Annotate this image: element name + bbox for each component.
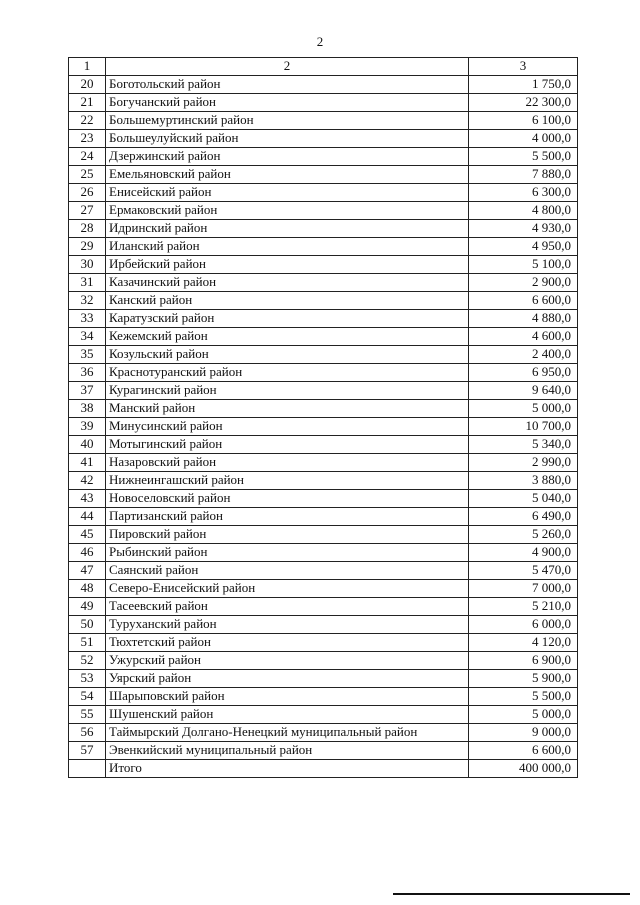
row-number: 29 — [69, 238, 106, 256]
row-amount: 4 950,0 — [469, 238, 578, 256]
row-district-name: Нижнеингашский район — [106, 472, 469, 490]
row-district-name: Мотыгинский район — [106, 436, 469, 454]
row-number: 24 — [69, 148, 106, 166]
table-row — [69, 616, 578, 634]
table-row — [69, 382, 578, 400]
table-row — [69, 508, 578, 526]
row-amount: 5 210,0 — [469, 598, 578, 616]
row-district-name: Канский район — [106, 292, 469, 310]
table-row — [69, 490, 578, 508]
row-amount: 10 700,0 — [469, 418, 578, 436]
row-number: 46 — [69, 544, 106, 562]
row-number: 48 — [69, 580, 106, 598]
row-amount: 3 880,0 — [469, 472, 578, 490]
table-row — [69, 418, 578, 436]
row-number: 39 — [69, 418, 106, 436]
table-row — [69, 328, 578, 346]
row-amount: 5 470,0 — [469, 562, 578, 580]
row-number: 21 — [69, 94, 106, 112]
table-row — [69, 670, 578, 688]
row-amount: 6 490,0 — [469, 508, 578, 526]
row-district-name: Минусинский район — [106, 418, 469, 436]
row-district-name: Ермаковский район — [106, 202, 469, 220]
row-amount: 5 040,0 — [469, 490, 578, 508]
row-number: 44 — [69, 508, 106, 526]
row-district-name: Новоселовский район — [106, 490, 469, 508]
row-district-name: Шушенский район — [106, 706, 469, 724]
header-col-2: 2 — [106, 58, 469, 76]
table-row — [69, 472, 578, 490]
row-amount: 5 340,0 — [469, 436, 578, 454]
row-district-name: Итого — [106, 760, 469, 778]
row-district-name: Богучанский район — [106, 94, 469, 112]
row-number: 57 — [69, 742, 106, 760]
table-row — [69, 130, 578, 148]
header-col-3: 3 — [469, 58, 578, 76]
row-amount: 6 600,0 — [469, 742, 578, 760]
table-row — [69, 202, 578, 220]
row-district-name: Емельяновский район — [106, 166, 469, 184]
table-row — [69, 544, 578, 562]
table-row — [69, 526, 578, 544]
row-amount: 5 000,0 — [469, 706, 578, 724]
row-amount: 5 000,0 — [469, 400, 578, 418]
row-district-name: Партизанский район — [106, 508, 469, 526]
row-district-name: Пировский район — [106, 526, 469, 544]
row-number: 22 — [69, 112, 106, 130]
row-amount: 6 100,0 — [469, 112, 578, 130]
row-number: 49 — [69, 598, 106, 616]
row-district-name: Идринский район — [106, 220, 469, 238]
table-row — [69, 706, 578, 724]
row-district-name: Енисейский район — [106, 184, 469, 202]
row-district-name: Большеулуйский район — [106, 130, 469, 148]
row-district-name: Боготольский район — [106, 76, 469, 94]
row-number: 42 — [69, 472, 106, 490]
row-district-name: Ирбейский район — [106, 256, 469, 274]
row-district-name: Уярский район — [106, 670, 469, 688]
table-row — [69, 724, 578, 742]
row-amount: 6 300,0 — [469, 184, 578, 202]
row-number: 32 — [69, 292, 106, 310]
row-district-name: Туруханский район — [106, 616, 469, 634]
row-number: 45 — [69, 526, 106, 544]
row-district-name: Дзержинский район — [106, 148, 469, 166]
table-total-row — [69, 760, 578, 778]
row-district-name: Ужурский район — [106, 652, 469, 670]
footer-rule — [393, 893, 630, 895]
table-row — [69, 274, 578, 292]
row-amount: 4 880,0 — [469, 310, 578, 328]
row-amount: 4 000,0 — [469, 130, 578, 148]
row-amount: 4 800,0 — [469, 202, 578, 220]
row-amount: 2 400,0 — [469, 346, 578, 364]
row-amount: 6 000,0 — [469, 616, 578, 634]
row-district-name: Назаровский район — [106, 454, 469, 472]
row-number: 25 — [69, 166, 106, 184]
row-district-name: Манский район — [106, 400, 469, 418]
row-district-name: Козульский район — [106, 346, 469, 364]
row-number: 55 — [69, 706, 106, 724]
row-number: 20 — [69, 76, 106, 94]
row-district-name: Большемуртинский район — [106, 112, 469, 130]
row-amount: 4 900,0 — [469, 544, 578, 562]
row-district-name: Иланский район — [106, 238, 469, 256]
row-district-name: Кежемский район — [106, 328, 469, 346]
table-row — [69, 292, 578, 310]
row-amount: 2 990,0 — [469, 454, 578, 472]
row-amount: 9 640,0 — [469, 382, 578, 400]
row-amount: 4 120,0 — [469, 634, 578, 652]
row-number: 53 — [69, 670, 106, 688]
table-row — [69, 346, 578, 364]
row-number: 54 — [69, 688, 106, 706]
table-row — [69, 76, 578, 94]
row-number: 36 — [69, 364, 106, 382]
table-row — [69, 238, 578, 256]
row-amount: 7 000,0 — [469, 580, 578, 598]
table-row — [69, 580, 578, 598]
row-amount: 7 880,0 — [469, 166, 578, 184]
row-number: 37 — [69, 382, 106, 400]
row-district-name: Каратузский район — [106, 310, 469, 328]
header-col-1: 1 — [69, 58, 106, 76]
table-row — [69, 112, 578, 130]
row-amount: 4 600,0 — [469, 328, 578, 346]
row-number — [69, 760, 106, 778]
row-amount: 22 300,0 — [469, 94, 578, 112]
row-amount: 5 260,0 — [469, 526, 578, 544]
row-amount: 6 900,0 — [469, 652, 578, 670]
row-district-name: Рыбинский район — [106, 544, 469, 562]
row-number: 27 — [69, 202, 106, 220]
table-row — [69, 148, 578, 166]
row-number: 23 — [69, 130, 106, 148]
table-header-row — [69, 58, 578, 76]
row-number: 26 — [69, 184, 106, 202]
row-district-name: Северо-Енисейский район — [106, 580, 469, 598]
page-number: 2 — [316, 34, 324, 49]
row-number: 34 — [69, 328, 106, 346]
row-number: 35 — [69, 346, 106, 364]
table-row — [69, 688, 578, 706]
table-row — [69, 742, 578, 760]
row-amount: 9 000,0 — [469, 724, 578, 742]
row-amount: 1 750,0 — [469, 76, 578, 94]
row-amount: 5 500,0 — [469, 148, 578, 166]
row-number: 56 — [69, 724, 106, 742]
row-district-name: Курагинский район — [106, 382, 469, 400]
table-row — [69, 364, 578, 382]
row-district-name: Шарыповский район — [106, 688, 469, 706]
row-district-name: Тюхтетский район — [106, 634, 469, 652]
row-amount: 5 900,0 — [469, 670, 578, 688]
table-row — [69, 652, 578, 670]
table-row — [69, 256, 578, 274]
table-row — [69, 454, 578, 472]
table-row — [69, 634, 578, 652]
row-number: 38 — [69, 400, 106, 418]
table-row — [69, 184, 578, 202]
row-number: 50 — [69, 616, 106, 634]
table-row — [69, 310, 578, 328]
row-district-name: Таймырский Долгано-Ненецкий муниципальный район — [106, 724, 469, 742]
row-number: 41 — [69, 454, 106, 472]
table-row — [69, 94, 578, 112]
row-amount: 6 600,0 — [469, 292, 578, 310]
table-row — [69, 562, 578, 580]
row-number: 33 — [69, 310, 106, 328]
row-district-name: Казачинский район — [106, 274, 469, 292]
table-row — [69, 220, 578, 238]
row-district-name: Эвенкийский муниципальный район — [106, 742, 469, 760]
table-body — [69, 58, 578, 778]
row-district-name: Краснотуранский район — [106, 364, 469, 382]
row-number: 40 — [69, 436, 106, 454]
table-row — [69, 400, 578, 418]
table-row — [69, 598, 578, 616]
row-amount: 6 950,0 — [469, 364, 578, 382]
table-row — [69, 436, 578, 454]
row-amount: 2 900,0 — [469, 274, 578, 292]
row-amount: 400 000,0 — [469, 760, 578, 778]
row-amount: 5 100,0 — [469, 256, 578, 274]
row-number: 31 — [69, 274, 106, 292]
row-number: 52 — [69, 652, 106, 670]
row-district-name: Саянский район — [106, 562, 469, 580]
allocation-table — [68, 57, 578, 778]
row-district-name: Тасеевский район — [106, 598, 469, 616]
row-amount: 5 500,0 — [469, 688, 578, 706]
row-number: 43 — [69, 490, 106, 508]
row-amount: 4 930,0 — [469, 220, 578, 238]
row-number: 51 — [69, 634, 106, 652]
row-number: 30 — [69, 256, 106, 274]
row-number: 47 — [69, 562, 106, 580]
table-row — [69, 166, 578, 184]
row-number: 28 — [69, 220, 106, 238]
